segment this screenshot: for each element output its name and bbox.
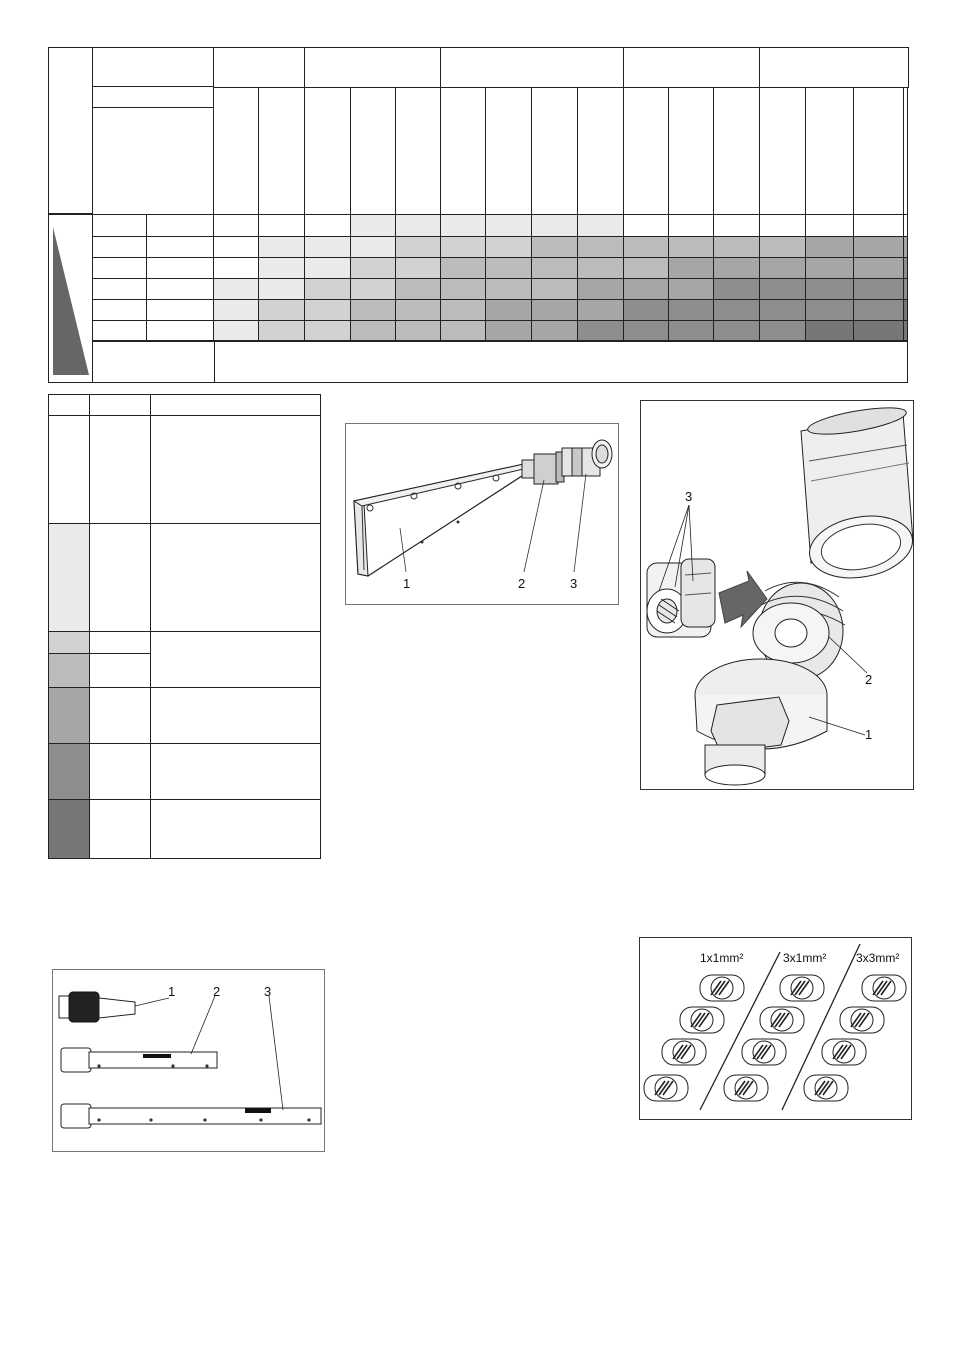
crimp-section-icon [680, 1007, 724, 1033]
matrix-cell [577, 299, 624, 321]
matrix-cell [577, 278, 624, 300]
horn-callout-2: 2 [518, 576, 526, 591]
legend-code-cell [89, 523, 151, 632]
matrix-cell [577, 236, 624, 258]
matrix-cell [350, 257, 396, 279]
matrix-cell [668, 236, 714, 258]
matrix-column-header [440, 87, 486, 215]
crimp-section-icon [862, 975, 906, 1001]
figure-horn [345, 423, 619, 605]
matrix-column-header [903, 87, 908, 215]
matrix-row-sublabel [146, 278, 215, 300]
matrix-row-label [92, 214, 147, 237]
matrix-cell [440, 236, 486, 258]
legend-shade-swatch [48, 631, 90, 654]
legend-shade-swatch [48, 523, 90, 632]
matrix-cell [304, 214, 351, 237]
tip-callout-2: 2 [213, 984, 221, 999]
sonotrode-parts-drawing [641, 401, 915, 791]
legend-desc-cell [150, 631, 321, 688]
legend-code-cell [89, 415, 151, 524]
matrix-cell [903, 278, 908, 300]
matrix-column-header [853, 87, 904, 215]
matrix-cell [485, 236, 532, 258]
legend-shade-swatch [48, 743, 90, 800]
matrix-header-param-sub [92, 86, 214, 108]
legend-code-cell [89, 799, 151, 859]
matrix-column-header [258, 87, 305, 215]
tips-drawing [53, 970, 326, 1153]
matrix-cell [395, 257, 441, 279]
legend-code-cell [89, 631, 151, 654]
matrix-cell [440, 278, 486, 300]
legend-code-cell [89, 687, 151, 744]
crimp-section-icon [742, 1039, 786, 1065]
tip-callout-1: 1 [168, 984, 176, 999]
matrix-row-sublabel [146, 299, 215, 321]
matrix-column-header [395, 87, 441, 215]
matrix-footer-note [214, 340, 908, 383]
matrix-group-header [213, 47, 306, 88]
crimp-section-icon [724, 1075, 768, 1101]
legend-header-code [89, 394, 151, 416]
matrix-cell [531, 299, 578, 321]
matrix-cell [395, 320, 441, 342]
matrix-cell [350, 214, 396, 237]
matrix-cell [304, 320, 351, 342]
collet-insert [647, 559, 715, 637]
matrix-group-header [759, 47, 909, 88]
matrix-header-param-body [92, 107, 214, 215]
matrix-cell [623, 257, 669, 279]
matrix-cell [531, 214, 578, 237]
matrix-row-label [92, 320, 147, 342]
crimp-section-icon [644, 1075, 688, 1101]
matrix-column-header [213, 87, 259, 215]
matrix-cell [213, 214, 259, 237]
matrix-cell [623, 299, 669, 321]
matrix-cell [713, 278, 760, 300]
legend-header-desc [150, 394, 321, 416]
matrix-cell [759, 257, 806, 279]
matrix-cell [213, 236, 259, 258]
matrix-group-header [623, 47, 761, 88]
matrix-column-header [577, 87, 624, 215]
matrix-cell [577, 214, 624, 237]
matrix-cell [759, 214, 806, 237]
matrix-column-header [531, 87, 578, 215]
matrix-column-header [485, 87, 532, 215]
matrix-cell [668, 320, 714, 342]
matrix-cell [668, 299, 714, 321]
matrix-cell [577, 257, 624, 279]
matrix-cell [258, 320, 305, 342]
matrix-cell [668, 278, 714, 300]
matrix-cell [304, 257, 351, 279]
matrix-cell [395, 214, 441, 237]
matrix-cell [668, 214, 714, 237]
matrix-cell [805, 278, 854, 300]
matrix-cell [623, 236, 669, 258]
matrix-cell [531, 320, 578, 342]
intensity-wedge-icon [49, 215, 92, 382]
matrix-cell [304, 278, 351, 300]
matrix-row-sublabel [146, 257, 215, 279]
legend-shade-swatch [48, 799, 90, 859]
matrix-cell [304, 236, 351, 258]
matrix-header-corner [48, 47, 93, 214]
matrix-cell [485, 320, 532, 342]
matrix-cell [623, 320, 669, 342]
matrix-cell [623, 278, 669, 300]
parts-callout-2: 2 [865, 672, 873, 687]
matrix-cell [350, 299, 396, 321]
matrix-header-param [92, 47, 214, 87]
matrix-cell [853, 320, 904, 342]
parts-callout-1: 1 [865, 727, 873, 742]
horn-drawing [346, 424, 620, 606]
crimp-section-icon [700, 975, 744, 1001]
matrix-cell [485, 214, 532, 237]
matrix-cell [805, 236, 854, 258]
matrix-column-header [668, 87, 714, 215]
legend-desc-cell [150, 687, 321, 744]
matrix-cell [258, 214, 305, 237]
legend-desc-cell [150, 799, 321, 859]
matrix-cell [258, 257, 305, 279]
matrix-row-label [92, 236, 147, 258]
legend-shade-swatch [48, 687, 90, 744]
matrix-cell [713, 236, 760, 258]
figure-cross-sections [639, 937, 912, 1120]
matrix-cell [805, 320, 854, 342]
matrix-cell [623, 214, 669, 237]
horn-callout-3: 3 [570, 576, 578, 591]
crimp-section-icon [760, 1007, 804, 1033]
matrix-cell [440, 257, 486, 279]
matrix-cell [395, 236, 441, 258]
matrix-column-header [713, 87, 760, 215]
figure-tips [52, 969, 325, 1152]
matrix-cell [713, 320, 760, 342]
matrix-cell [485, 299, 532, 321]
matrix-cell [531, 257, 578, 279]
legend-code-cell [89, 653, 151, 688]
matrix-cell [713, 214, 760, 237]
matrix-row-sublabel [146, 236, 215, 258]
legend-desc-cell [150, 523, 321, 632]
matrix-column-header [805, 87, 854, 215]
matrix-cell [759, 299, 806, 321]
section-label-3x3: 3x3mm² [856, 951, 900, 965]
crimp-section-icon [822, 1039, 866, 1065]
matrix-cell [713, 299, 760, 321]
matrix-footer-label [92, 340, 215, 383]
matrix-cell [485, 278, 532, 300]
matrix-row-sublabel [146, 320, 215, 342]
matrix-cell [903, 214, 908, 237]
matrix-cell [531, 278, 578, 300]
matrix-cell [531, 236, 578, 258]
cross-sections-drawing [640, 938, 913, 1121]
matrix-cell [304, 299, 351, 321]
matrix-cell [759, 320, 806, 342]
legend-shade-swatch [48, 653, 90, 688]
matrix-cell [805, 257, 854, 279]
matrix-row-sublabel [146, 214, 215, 237]
matrix-cell [258, 278, 305, 300]
matrix-cell [440, 214, 486, 237]
matrix-row-label [92, 299, 147, 321]
crimp-section-icon [840, 1007, 884, 1033]
crimp-section-icon [780, 975, 824, 1001]
sonotrode-base [695, 659, 827, 785]
matrix-cell [213, 257, 259, 279]
matrix-cell [350, 320, 396, 342]
matrix-group-header [304, 47, 442, 88]
legend-table [48, 394, 321, 859]
matrix-cell [258, 236, 305, 258]
matrix-group-header [440, 47, 625, 88]
matrix-cell [903, 299, 908, 321]
matrix-cell [805, 299, 854, 321]
wedge-column [48, 214, 93, 383]
figure-sonotrode-parts [640, 400, 914, 790]
matrix-column-header [350, 87, 396, 215]
matrix-cell [350, 278, 396, 300]
matrix-cell [213, 299, 259, 321]
matrix-row-label [92, 278, 147, 300]
legend-code-cell [89, 743, 151, 800]
tip-callout-3: 3 [264, 984, 272, 999]
matrix-cell [213, 278, 259, 300]
matrix-column-header [623, 87, 669, 215]
section-label-1x1: 1x1mm² [700, 951, 744, 965]
crimp-section-icon [662, 1039, 706, 1065]
horn-callout-1: 1 [403, 576, 411, 591]
matrix-cell [395, 299, 441, 321]
section-label-3x1: 3x1mm² [783, 951, 827, 965]
matrix-cell [903, 257, 908, 279]
matrix-row-label [92, 257, 147, 279]
matrix-cell [903, 320, 908, 342]
matrix-cell [213, 320, 259, 342]
matrix-cell [903, 236, 908, 258]
matrix-cell [853, 214, 904, 237]
matrix-cell [395, 278, 441, 300]
legend-shade-swatch [48, 415, 90, 524]
matrix-cell [577, 320, 624, 342]
matrix-cell [350, 236, 396, 258]
matrix-cell [440, 320, 486, 342]
matrix-cell [713, 257, 760, 279]
matrix-cell [805, 214, 854, 237]
matrix-cell [853, 257, 904, 279]
matrix-cell [853, 278, 904, 300]
matrix-cell [759, 236, 806, 258]
matrix-cell [759, 278, 806, 300]
matrix-column-header [304, 87, 351, 215]
shading-matrix [48, 47, 908, 383]
matrix-cell [668, 257, 714, 279]
matrix-column-header [759, 87, 806, 215]
crimp-section-icon [804, 1075, 848, 1101]
legend-desc-cell [150, 743, 321, 800]
matrix-cell [485, 257, 532, 279]
parts-callout-3: 3 [685, 489, 693, 504]
matrix-cell [853, 299, 904, 321]
matrix-cell [853, 236, 904, 258]
matrix-cell [440, 299, 486, 321]
legend-desc-cell [150, 415, 321, 524]
matrix-cell [258, 299, 305, 321]
legend-header-shade [48, 394, 90, 416]
